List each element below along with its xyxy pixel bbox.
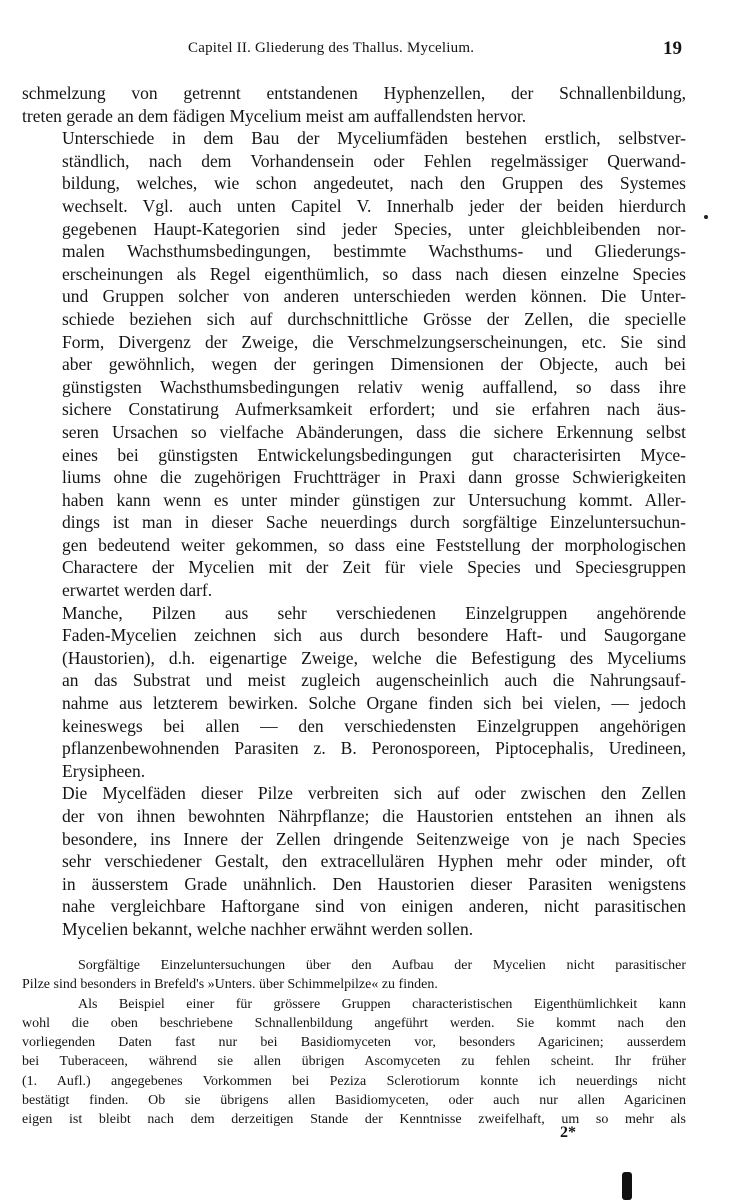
text-line: dings ist man in dieser Sache neuerdings durch sorgfältige Einzeluntersuchun-: [62, 512, 686, 533]
text-line: Charactere der Mycelien mit der Zeit für viele Species und Speciesgruppen: [62, 557, 686, 578]
text-line: der von ihnen bewohnten Nährpflanze; die Haustorien entstehen an ihnen als: [62, 806, 686, 826]
text-line: wechselt. Vgl. auch unten Capitel V. Innerhalb jeder der beiden hierdurch: [62, 195, 686, 216]
footnote-1: [22, 956, 686, 995]
main-text: [22, 82, 686, 941]
text-line: sehr verschiedener Gestalt, den extracellulären Hyphen mehr oder minder, oft: [62, 851, 686, 872]
text-line: nahme aus letzterem bewirken. Solche Organe finden sich bei vielen, — jedoch: [62, 693, 686, 714]
text-line: günstigsten Wachsthumsbedingungen relativ wenig auffallend, so dass ihre: [62, 376, 686, 397]
text-line: schmelzung von getrennt entstandenen Hyphenzellen, der Schnallenbildung,: [22, 83, 686, 103]
text-line: Unterschiede in dem Bau der Myceliumfäden bestehen erstlich, selbstver-: [62, 128, 686, 149]
paragraph-3: [22, 602, 686, 783]
footnote-line: (1. Aufl.) angegebenes Vorkommen bei Peziza Sclerotiorum konnte ich neuerdings nicht: [22, 1073, 686, 1089]
footnote-line: eigen ist bleibt nach dem derzeitigen Stande der Kenntnisse zweifelhaft, um so mehr als: [22, 1112, 686, 1128]
footnote-line: Als Beispiel einer für grössere Gruppen characteristischen Eigenthümlichkeit kann: [78, 996, 686, 1012]
footnotes: [22, 956, 686, 1130]
text-line: ständlich, nach dem Vorhandensein oder Fehlen regelmässiger Querwand-: [62, 150, 686, 171]
text-line: schiede beziehen sich auf durchschnittliche Grösse der Zellen, die specielle: [62, 308, 686, 329]
text-line: treten gerade an dem fädigen Mycelium meist am auffallendsten hervor.: [22, 105, 527, 126]
text-line: an das Substrat und meist zugleich augenscheinlich auch die Nahrungsauf-: [62, 670, 686, 691]
ink-blot-mark: [622, 1172, 632, 1200]
footnote-2: [22, 995, 686, 1130]
text-line: erwartet werden darf.: [62, 580, 213, 601]
paragraph-2: [22, 127, 686, 601]
text-line: bildung, welches, wie schon angedeutet, nach den Gruppen des Systemes: [62, 173, 686, 194]
text-line: nahe vergleichbare Haftorgane sind von einigen anderen, nicht parasitischen: [62, 896, 686, 917]
text-line: Form, Divergenz der Zweige, die Verschmelzungserscheinungen, etc. Sie sind: [62, 331, 686, 352]
text-line: Manche, Pilzen aus sehr verschiedenen Einzelgruppen angehörende: [62, 602, 686, 623]
text-line: Mycelien bekannt, welche nachher erwähnt werden sollen.: [62, 918, 474, 939]
footnote-line: Sorgfältige Einzeluntersuchungen über den Aufbau der Mycelien nicht parasitischer: [78, 958, 686, 973]
text-line: pflanzenbewohnenden Parasiten z. B. Peronosporeen, Piptocephalis, Uredineen,: [62, 738, 686, 759]
text-line: und Gruppen solcher von anderen unterschieden werden können. Die Unter-: [62, 286, 686, 307]
page-header: [0, 38, 729, 66]
text-line: liums ohne die zugehörigen Fruchtträger in Praxi dann grosse Schwierigkeiten: [62, 467, 686, 488]
text-line: seren Ursachen so vielfache Abänderungen, dass die sichere Erkennung selbst: [62, 421, 686, 442]
paragraph-1: [22, 82, 686, 127]
footnote-line: bestätigt finden. Ob sie übrigens allen Basidiomyceten, oder auch nur allen Agaricinen: [22, 1093, 686, 1109]
footnote-line: Pilze sind besonders in Brefeld's »Unters. über Schimmelpilze« zu finden.: [22, 977, 438, 993]
text-line: eines bei günstigsten Entwickelungsbedingungen gut characterisirten Myce-: [62, 444, 686, 465]
footnote-line: bei Tuberaceen, während sie allen übrigen Ascomyceten zu fehlen scheint. Ihr früher: [22, 1054, 686, 1070]
paragraph-4: [22, 782, 686, 940]
printer-signature: 2*: [560, 1124, 576, 1141]
text-line: in äusserstem Grade unähnlich. Den Haustorien dieser Parasiten wenigstens: [62, 873, 686, 894]
page-number: 19: [663, 38, 682, 59]
text-line: gegebenen Haupt-Kategorien sind jeder Species, unter gleichbleibenden nor-: [62, 218, 686, 239]
text-line: gen bedeutend weiter gekommen, so dass eine Feststellung der morphologischen: [62, 534, 686, 555]
text-line: keineswegs bei allen — den verschiedensten Einzelgruppen angehörigen: [62, 715, 686, 736]
text-line: haben kann wenn es unter minder günstigen zur Untersuchung kommt. Aller-: [62, 489, 686, 510]
text-line: aber gewöhnlich, wegen der geringen Dimensionen der Objecte, auch bei: [62, 354, 686, 375]
running-head: Capitel II. Gliederung des Thallus. Mycelium.: [188, 40, 475, 56]
text-line: besondere, ins Innere der Zellen dringende Seitenzweige von je nach Species: [62, 828, 686, 849]
margin-dot-mark: [704, 215, 708, 219]
text-line: malen Wachsthumsbedingungen, bestimmte Wachsthums- und Gliederungs-: [62, 241, 686, 262]
text-line: (Haustorien), d.h. eigenartige Zweige, welche die Befestigung des Myceliums: [62, 647, 686, 668]
footnote-line: wohl die oben beschriebene Schnallenbildung angeführt werden. Sie kommt nach den: [22, 1015, 686, 1031]
text-line: erscheinungen als Regel eigenthümlich, so dass nach diesen einzelne Species: [62, 263, 686, 284]
text-line: Die Mycelfäden dieser Pilze verbreiten sich auf oder zwischen den Zellen: [62, 783, 686, 804]
text-line: Erysipheen.: [62, 760, 146, 781]
text-line: sichere Constatirung Aufmerksamkeit erfordert; und sie erfahren nach äus-: [62, 399, 686, 420]
footnote-line: vorliegenden Daten fast nur bei Basidiomyceten vor, besonders Agaricinen; ausserdem: [22, 1035, 686, 1051]
text-line: Faden-Mycelien zeichnen sich aus durch besondere Haft- und Saugorgane: [62, 625, 686, 646]
